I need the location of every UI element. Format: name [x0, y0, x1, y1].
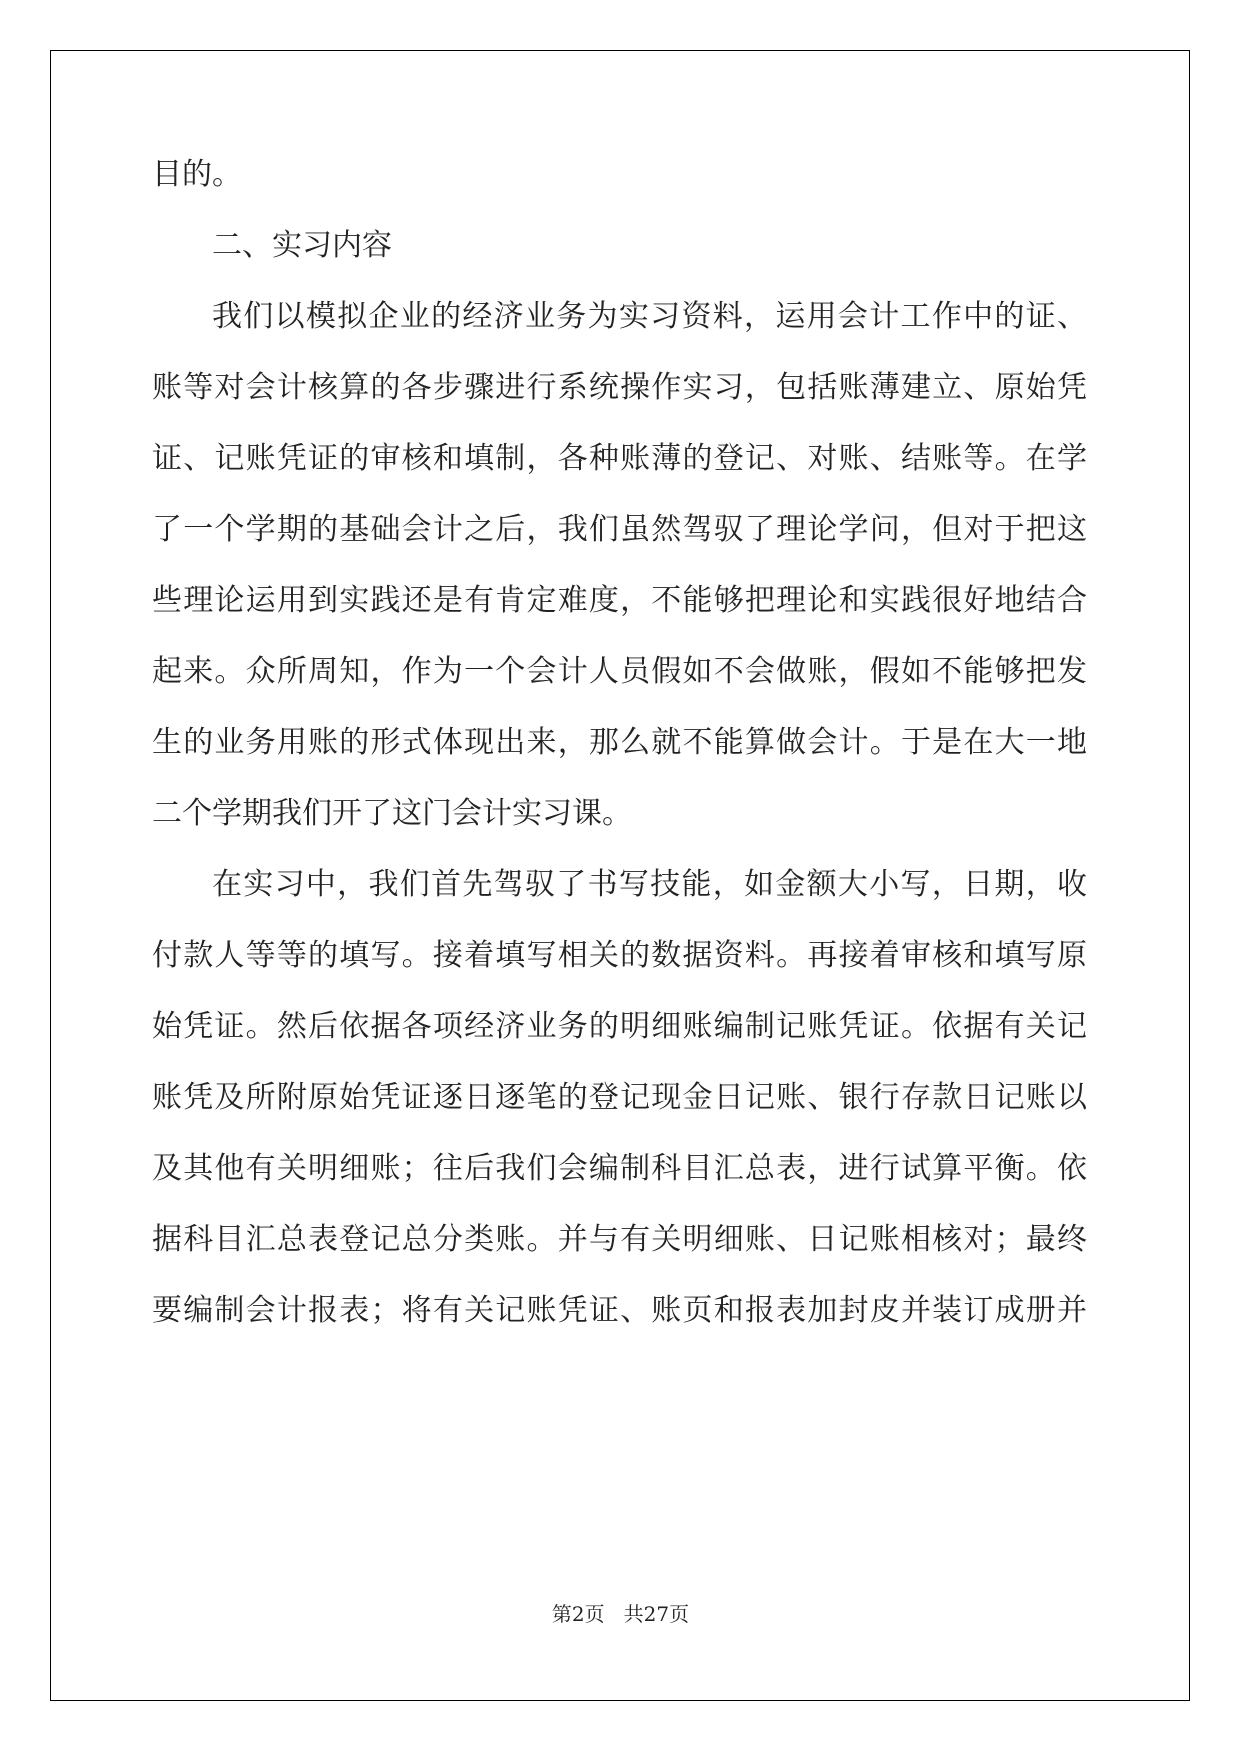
text-line: 据科目汇总表登记总分类账。并与有关明细账、日记账相核对；最终	[152, 1222, 1087, 1257]
text-line: 了一个学期的基础会计之后，我们虽然驾驭了理论学问，但对于把这	[152, 512, 1087, 547]
text-line: 目的。	[152, 157, 242, 192]
text-line: 及其他有关明细账；往后我们会编制科目汇总表，进行试算平衡。依	[152, 1151, 1087, 1186]
section-heading: 二、实习内容	[212, 228, 392, 263]
text-line: 账等对会计核算的各步骤进行系统操作实习，包括账薄建立、原始凭	[152, 370, 1087, 405]
text-line: 生的业务用账的形式体现出来，那么就不能算做会计。于是在大一地	[152, 725, 1087, 760]
text-line: 证、记账凭证的审核和填制，各种账薄的登记、对账、结账等。在学	[152, 441, 1087, 476]
page-number-footer: 第2页 共27页	[551, 1602, 690, 1626]
text-line: 始凭证。然后依据各项经济业务的明细账编制记账凭证。依据有关记	[152, 1009, 1087, 1044]
text-line: 要编制会计报表；将有关记账凭证、账页和报表加封皮并装订成册并	[152, 1293, 1087, 1328]
text-line: 我们以模拟企业的经济业务为实习资料，运用会计工作中的证、	[212, 299, 1087, 334]
text-line: 付款人等等的填写。接着填写相关的数据资料。再接着审核和填写原	[152, 938, 1087, 973]
text-line: 账凭及所附原始凭证逐日逐笔的登记现金日记账、银行存款日记账以	[152, 1080, 1087, 1115]
text-line: 在实习中，我们首先驾驭了书写技能，如金额大小写，日期，收	[212, 867, 1087, 902]
text-line: 二个学期我们开了这门会计实习课。	[152, 796, 632, 831]
text-line: 些理论运用到实践还是有肯定难度，不能够把理论和实践很好地结合	[152, 583, 1087, 618]
text-line: 起来。众所周知，作为一个会计人员假如不会做账，假如不能够把发	[152, 654, 1087, 689]
